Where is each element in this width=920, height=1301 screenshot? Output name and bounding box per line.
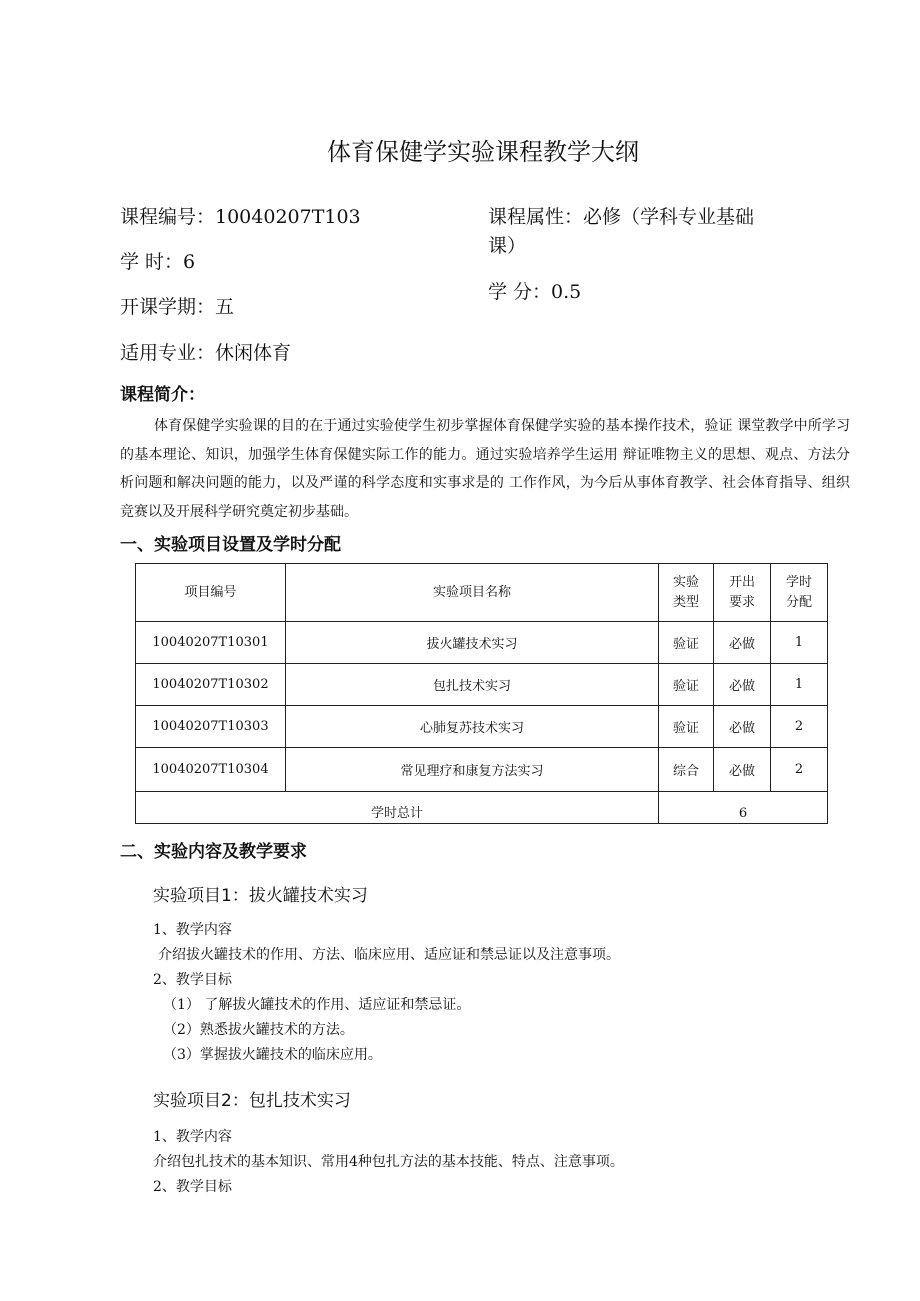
cell-name: 拔火罐技术实习 (286, 622, 659, 664)
header-project-name: 实验项目名称 (286, 564, 659, 622)
course-code: 课程编号：10040207T103 (120, 206, 361, 228)
cell-hours: 2 (771, 748, 828, 792)
cell-requirement: 必做 (714, 706, 771, 748)
cell-code: 10040207T10302 (136, 664, 286, 706)
cell-code: 10040207T10304 (136, 748, 286, 792)
cell-hours: 1 (771, 622, 828, 664)
project2-content-label: 1、教学内容 (153, 1129, 232, 1145)
hours-table (135, 563, 828, 824)
project2-content: 介绍包扎技术的基本知识、常用4种包扎方法的基本技能、特点、注意事项。 (153, 1154, 624, 1170)
course-attribute-cont: 课） (488, 235, 527, 257)
cell-type: 验证 (659, 664, 714, 706)
table-total-row (136, 792, 828, 824)
total-label: 学时总计 (136, 792, 659, 824)
course-hours: 学 时：6 (120, 251, 196, 273)
cell-code: 10040207T10301 (136, 622, 286, 664)
table-row (136, 664, 828, 706)
section1-heading: 一、实验项目设置及学时分配 (120, 535, 341, 555)
cell-name: 常见理疗和康复方法实习 (286, 748, 659, 792)
project1-goals-label: 2、教学目标 (153, 972, 232, 988)
table-row (136, 622, 828, 664)
table-row (136, 706, 828, 748)
cell-name: 包扎技术实习 (286, 664, 659, 706)
cell-code: 10040207T10303 (136, 706, 286, 748)
table-header-row (136, 564, 828, 622)
project2-goals-label: 2、教学目标 (153, 1179, 232, 1195)
project2-title: 实验项目2：包扎技术实习 (153, 1091, 351, 1111)
cell-requirement: 必做 (714, 664, 771, 706)
cell-hours: 2 (771, 706, 828, 748)
cell-name: 心肺复苏技术实习 (286, 706, 659, 748)
intro-text: 体育保健学实验课的目的在于通过实验使学生初步掌握体育保健学实验的基本操作技术，验证 课堂教学中所学习的基本理论、知识，加强学生体育保健实际工作的能力。通过实验培养学生运用 辩证唯物主义的思想、观点、方法分析问题和解决问题的能力，以及严谨的科学态度和实事求是的 工作作风，为今后从事体育教学、社会体育指导、组织竞赛以及开展科学研究奠定初步基础。 (120, 418, 850, 520)
course-major: 适用专业：休闲体育 (120, 342, 292, 364)
cell-type: 验证 (659, 622, 714, 664)
table-row (136, 748, 828, 792)
header-project-type: 实验类型 (659, 564, 714, 622)
intro-heading: 课程简介： (120, 385, 205, 405)
header-requirement: 开出要求 (714, 564, 771, 622)
page-title: 体育保健学实验课程教学大纲 (327, 138, 639, 166)
project1-goal: （1） 了解拔火罐技术的作用、适应证和禁忌证。 (163, 997, 471, 1013)
header-project-code: 项目编号 (136, 564, 286, 622)
project1-content: 介绍拔火罐技术的作用、方法、临床应用、适应证和禁忌证以及注意事项。 (158, 947, 620, 963)
project1-content-label: 1、教学内容 (153, 922, 232, 938)
project1-goal: （2）熟悉拔火罐技术的方法。 (163, 1022, 354, 1038)
course-attribute: 课程属性：必修（学科专业基础 (488, 206, 755, 228)
cell-requirement: 必做 (714, 748, 771, 792)
cell-type: 验证 (659, 706, 714, 748)
cell-requirement: 必做 (714, 622, 771, 664)
project1-title: 实验项目1：拔火罐技术实习 (153, 886, 368, 906)
course-semester: 开课学期：五 (120, 296, 235, 318)
cell-hours: 1 (771, 664, 828, 706)
course-credits: 学 分：0.5 (488, 281, 582, 303)
section2-heading: 二、实验内容及教学要求 (120, 842, 307, 862)
project1-goal: （3）掌握拔火罐技术的临床应用。 (163, 1047, 382, 1063)
total-value: 6 (659, 792, 828, 824)
header-hours: 学时分配 (771, 564, 828, 622)
cell-type: 综合 (659, 748, 714, 792)
